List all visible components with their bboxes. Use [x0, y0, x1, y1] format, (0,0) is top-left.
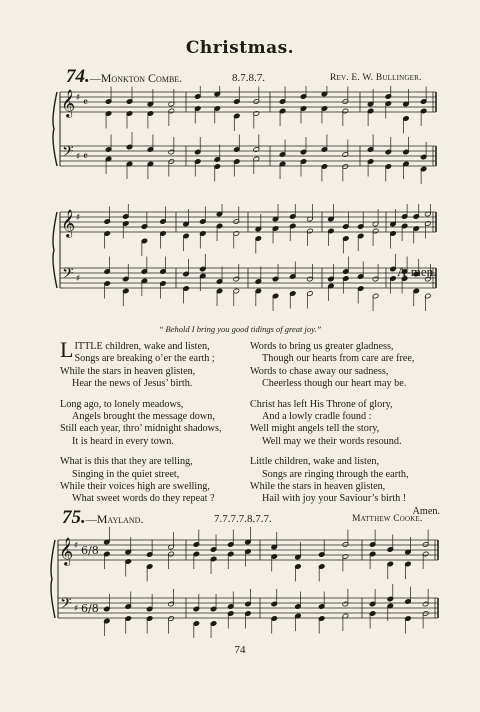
tune-name: Mayland.: [96, 512, 144, 526]
time-signature: 6/8: [81, 544, 99, 557]
key-signature: ♯: [74, 604, 79, 614]
verse-line: And a lowly cradle found :: [262, 411, 372, 423]
verse-2: [60, 399, 250, 449]
verse-line: Hail with joy your Saviour’s birth !: [262, 493, 407, 505]
verse-line: While the stars in heaven glisten,: [250, 481, 386, 493]
verse-line: While the stars in heaven glisten,: [60, 365, 196, 377]
section-title: Christmas.: [185, 38, 295, 58]
music-system-3: [0, 526, 480, 638]
verse-line: Well may we their words resound.: [262, 435, 402, 447]
verse-line: Words to bring us greater gladness,: [250, 341, 394, 352]
verse-line: It is heard in every town.: [72, 435, 174, 447]
key-signature: ♯: [76, 274, 81, 284]
drop-cap: L: [60, 337, 74, 362]
verse-line: Hear the news of Jesus’ birth.: [72, 378, 193, 390]
verse-line: Songs are breaking o’er the earth ;: [74, 353, 215, 365]
bass-clef: 𝄢: [62, 143, 74, 164]
page-number: 74: [234, 644, 246, 656]
verse-3: [60, 456, 250, 506]
verse-line: Christ has left His Throne of glory,: [250, 398, 393, 410]
brace: [53, 212, 57, 288]
key-signature: ♯: [74, 541, 79, 551]
hymn-75-author: Matthew Cooke.: [352, 514, 423, 524]
key-signature: ♯: [76, 213, 81, 223]
verses-left: [60, 337, 250, 506]
verse-line: Cheerless though our heart may be.: [262, 378, 407, 390]
music-system-2: [0, 204, 480, 320]
verse-line: Angels brought the message down,: [72, 411, 215, 423]
treble-clef: 𝄞: [61, 209, 76, 237]
treble-clef: 𝄞: [61, 89, 76, 117]
verse-line: What sweet words do they repeat ?: [72, 493, 215, 505]
bass-clef: 𝄢: [60, 595, 72, 616]
hymn-74-meter: 8.7.8.7.: [232, 72, 265, 84]
verse-line: Songs are ringing through the earth,: [262, 468, 409, 480]
hymn-75-meter: 7.7.7.7.8.7.7.: [214, 513, 272, 525]
tune-name: Monkton Combe.: [100, 71, 183, 85]
closing-amen: Amen.: [412, 505, 440, 517]
hymn-number: 74.: [66, 66, 90, 87]
time-signature: 𝄴: [83, 150, 88, 163]
verse-4: [250, 341, 440, 391]
verse-line-text: ITTLE children, wake and listen,: [74, 341, 210, 352]
bass-clef: 𝄢: [62, 265, 74, 286]
key-signature: ♯: [76, 93, 81, 103]
hymn-74-heading: [66, 66, 182, 88]
verse-6: [250, 456, 440, 518]
brace: [53, 92, 57, 166]
verse-line: While their voices high are swelling,: [60, 481, 210, 493]
hymn-number: 75.: [62, 507, 86, 528]
verses-right: [250, 341, 440, 518]
verse-line: Singing in the quiet street,: [72, 468, 180, 480]
brace: [51, 540, 55, 618]
treble-clef: 𝄞: [59, 537, 74, 565]
time-signature: 6/8: [81, 602, 99, 615]
verse-line: Still each year, thro’ midnight shadows,: [60, 423, 222, 435]
music-system-1: [0, 86, 480, 198]
amen-label: A-men.: [397, 264, 437, 279]
hymn-74-author: Rev. E. W. Bullinger.: [330, 73, 422, 83]
verse-line: Well might angels tell the story,: [250, 423, 380, 435]
verse-line: Words to chase away our sadness,: [250, 365, 389, 377]
verse-line: What is this that they are telling,: [60, 456, 193, 468]
verse-5: [250, 399, 440, 449]
verse-line: Though our hearts from care are free,: [262, 353, 415, 365]
scripture-quote: “ Behold I bring you good tidings of great joy.”: [158, 324, 322, 334]
verse-line: Little children, wake and listen,: [250, 456, 380, 468]
heading-dash: —: [89, 73, 101, 85]
key-signature: ♯: [76, 152, 81, 162]
time-signature: 𝄴: [83, 96, 88, 109]
verse-1: [60, 337, 250, 391]
heading-dash: —: [85, 514, 97, 526]
verse-line: Long ago, to lonely meadows,: [60, 398, 184, 410]
